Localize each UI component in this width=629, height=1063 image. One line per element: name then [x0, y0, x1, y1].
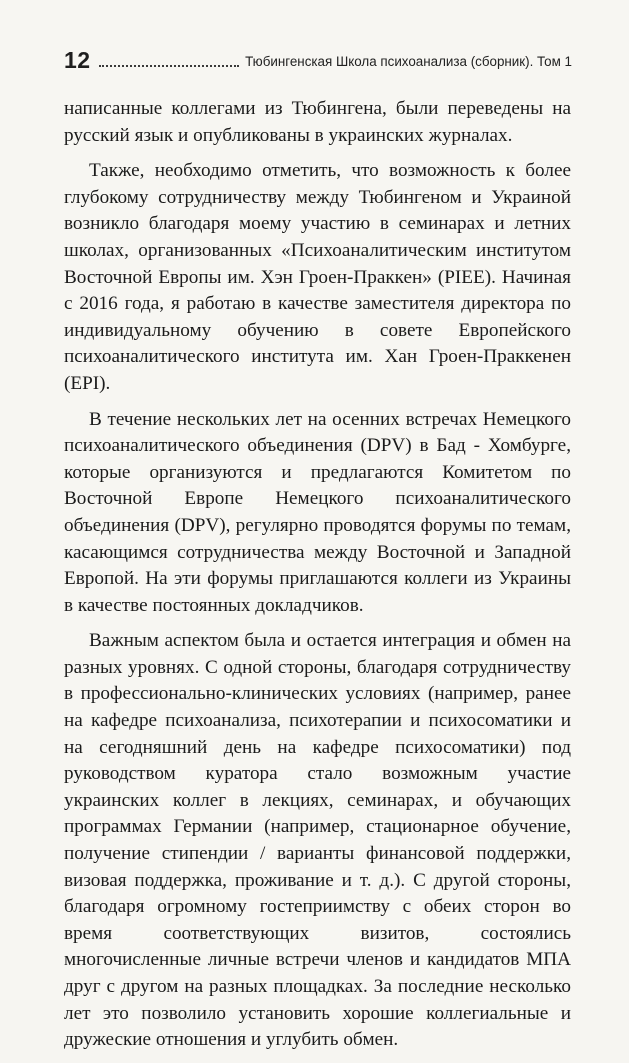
paragraph-continuation: написанные коллегами из Тюбингена, были переведены на русский язык и опубликованы в украинских журналах. [64, 98, 571, 146]
paragraph: Важным аспектом была и остается интеграция и обмен на разных уровнях. С одной стороны, благодаря сотрудничеству в профессионально-клинических условиях (например, ранее на кафедре психоанализа, психотерапии и психосоматики и на сегодняшний день на кафедре психосоматики) под руководством куратора стало возможным участие украинских коллег в лекциях, семинарах, и обучающих программах Германии (например, стационарное обучение, получение стипендии / варианты финансовой поддержки, визовая поддержка, проживание и т. д.). С другой стороны, благодаря огромному гостеприимству с обеих сторон во время соответствующих визитов, состоялись многочисленные личные встречи членов и кандидатов МПА друг с другом на разных площадках. За последние несколько лет это позволило установить хорошие коллегиальные и дружеские отношения и углубить обмен. [64, 630, 571, 1051]
body-text [64, 96, 571, 1063]
paragraph: В течение нескольких лет на осенних встречах Немецкого психоаналитического объединения (DPV) в Бад - Хомбурге, которые организуются и предлагаются Комитетом по Восточной Европе Немецкого психоаналитического объединения (DPV), регулярно проводятся форумы по темам, касающимся сотрудничества между Восточной и Западной Европой. На эти форумы приглашаются коллеги из Украины в качестве постоянных докладчиков. [64, 408, 571, 616]
page-number: 12 [64, 47, 91, 73]
running-title: Тюбингенская Школа психоанализа (сборник). Том 1 [245, 54, 572, 69]
dotted-leader [99, 64, 240, 67]
paragraph: Также, необходимо отметить, что возможность к более глубокому сотрудничеству между Тюбингеном и Украиной возникло благодаря моему участию в семинарах и летних школах, организованных «Психоаналитическим институтом Восточной Европы им. Хэн Гроен-Праккен» (PIEE). Начиная с 2016 года, я работаю в качестве заместителя директора по индивидуальному обучению в совете Европейского психоаналитического института им. Хан Гроен-Праккенен (EPI). [64, 160, 571, 394]
running-header [64, 44, 572, 72]
